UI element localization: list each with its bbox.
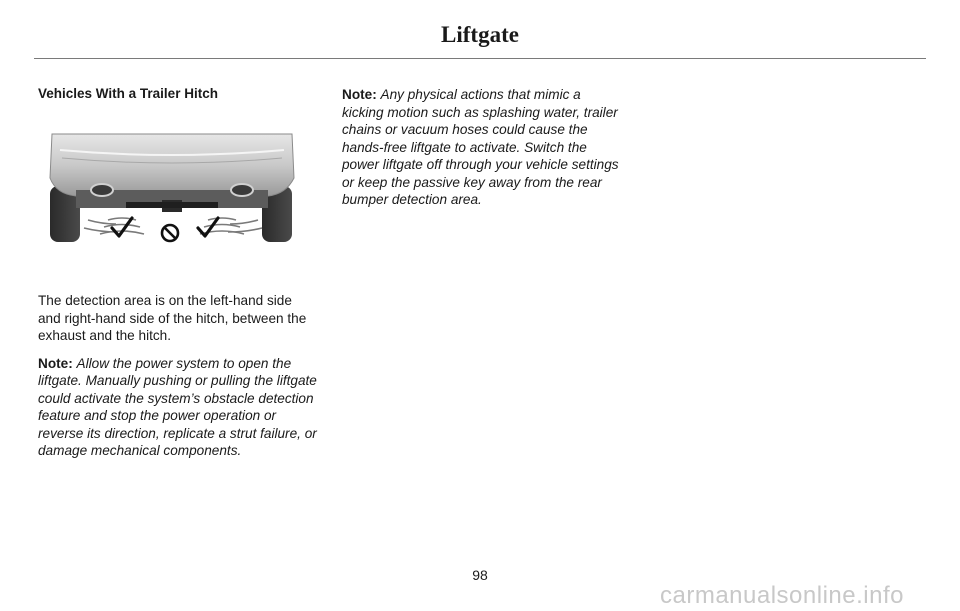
detection-area-text: The detection area is on the left-hand side and right-hand side of the hitch, between the exhaust and the hitch.	[38, 293, 307, 343]
page-title: Liftgate	[441, 22, 519, 47]
left-column	[38, 292, 318, 470]
note-text: Any physical actions that mimic a kicking motion such as splashing water, trailer chains or vacuum hoses could cause the hands-free liftgate to activate. Switch the power liftgate off through your vehicle settings or keep the passive key away from the rear bumper detection area.	[342, 87, 619, 207]
rear-bumper	[50, 134, 294, 196]
section-heading: Vehicles With a Trailer Hitch	[38, 86, 218, 101]
note-text: Allow the power system to open the liftgate. Manually pushing or pulling the liftgate could activate the system’s obstacle detection feature and stop the power operation or reverse its direction, replicate a strut failure, or damage mechanical components.	[38, 355, 317, 458]
note-label: Note:	[38, 355, 73, 371]
prohibited-icon	[162, 225, 178, 241]
left-exhaust	[91, 184, 113, 196]
check-icon	[198, 218, 218, 236]
header-divider	[34, 58, 926, 59]
right-exhaust	[231, 184, 253, 196]
watermark: carmanualsonline.info	[660, 582, 904, 609]
trailer-hitch-illustration	[46, 128, 298, 250]
note-label: Note:	[342, 87, 377, 102]
vehicle-rear-diagram	[46, 128, 298, 250]
check-icon	[112, 218, 132, 236]
note-paragraph-right	[342, 86, 620, 209]
right-column	[342, 86, 620, 219]
page-number: 98	[472, 567, 488, 583]
note-paragraph-left	[38, 355, 318, 460]
